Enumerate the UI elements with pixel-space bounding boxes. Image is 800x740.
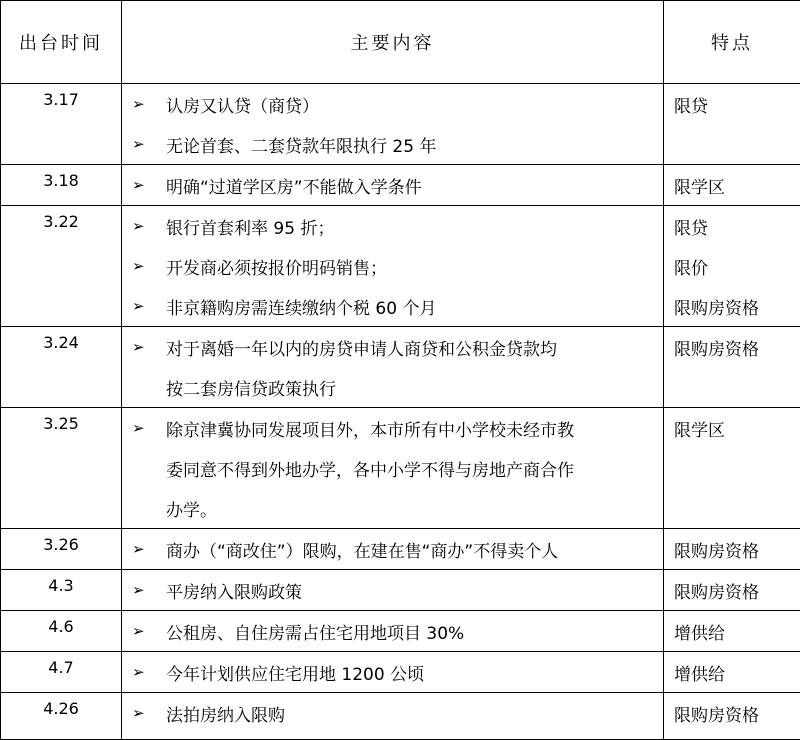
date-cell bbox=[1, 206, 122, 327]
table-row bbox=[1, 693, 800, 740]
content-cell bbox=[122, 327, 664, 408]
date-cell bbox=[1, 693, 122, 740]
content-item bbox=[122, 529, 663, 569]
content-item bbox=[122, 206, 663, 246]
arrow-bullet-icon: ➢ bbox=[122, 540, 166, 558]
date-cell bbox=[1, 408, 122, 529]
content-text: 非京籍购房需连续缴纳个税 60 个月 bbox=[166, 294, 436, 319]
date-text: 3.25 bbox=[1, 408, 121, 433]
header-date: 出台时间 bbox=[1, 1, 122, 84]
feature-text: 限购房资格 bbox=[664, 327, 800, 367]
arrow-bullet-icon: ➢ bbox=[122, 581, 166, 599]
arrow-bullet-icon: ➢ bbox=[122, 297, 166, 315]
content-cell bbox=[122, 652, 664, 693]
table-row bbox=[1, 611, 800, 652]
content-text: 开发商必须按报价明码销售； bbox=[166, 254, 387, 279]
content-text: 商办（“商改住”）限购，在建在售“商办”不得卖个人 bbox=[166, 537, 558, 562]
table-row bbox=[1, 529, 800, 570]
feature-text: 限购房资格 bbox=[664, 286, 800, 326]
content-item bbox=[122, 84, 663, 124]
header-row bbox=[1, 1, 800, 84]
feature-cell bbox=[664, 570, 800, 611]
feature-text: 限购房资格 bbox=[664, 570, 800, 610]
arrow-bullet-icon: ➢ bbox=[122, 135, 166, 153]
date-text: 3.17 bbox=[1, 84, 121, 109]
date-text: 3.22 bbox=[1, 206, 121, 231]
content-cell bbox=[122, 570, 664, 611]
date-cell bbox=[1, 652, 122, 693]
content-item bbox=[122, 693, 663, 733]
arrow-bullet-icon: ➢ bbox=[122, 338, 166, 356]
content-item bbox=[122, 408, 663, 448]
content-text: 法拍房纳入限购 bbox=[166, 701, 285, 726]
content-cell bbox=[122, 693, 664, 740]
content-item bbox=[122, 246, 663, 286]
content-text: 平房纳入限购政策 bbox=[166, 578, 302, 603]
date-cell bbox=[1, 570, 122, 611]
feature-text: 限贷 bbox=[664, 206, 800, 246]
date-cell bbox=[1, 529, 122, 570]
date-cell bbox=[1, 165, 122, 206]
content-text: 除京津冀协同发展项目外，本市所有中小学校未经市教 bbox=[166, 416, 574, 441]
date-text: 4.7 bbox=[1, 652, 121, 677]
feature-cell bbox=[664, 327, 800, 408]
content-cell bbox=[122, 529, 664, 570]
table-body bbox=[1, 84, 800, 740]
feature-text: 限学区 bbox=[664, 165, 800, 205]
feature-text: 限价 bbox=[664, 246, 800, 286]
table-row bbox=[1, 570, 800, 611]
feature-text: 限购房资格 bbox=[664, 529, 800, 569]
content-item bbox=[122, 286, 663, 326]
date-text: 3.18 bbox=[1, 165, 121, 190]
arrow-bullet-icon: ➢ bbox=[122, 95, 166, 113]
header-feature: 特点 bbox=[664, 1, 800, 84]
arrow-bullet-icon: ➢ bbox=[122, 217, 166, 235]
content-item bbox=[122, 327, 663, 367]
date-cell bbox=[1, 327, 122, 408]
arrow-bullet-icon: ➢ bbox=[122, 663, 166, 681]
content-item bbox=[122, 570, 663, 610]
feature-cell bbox=[664, 206, 800, 327]
content-cell bbox=[122, 84, 664, 165]
arrow-bullet-icon: ➢ bbox=[122, 704, 166, 722]
date-text: 3.24 bbox=[1, 327, 121, 352]
content-text: 办学。 bbox=[166, 496, 217, 521]
content-item bbox=[122, 124, 663, 164]
date-text: 4.26 bbox=[1, 693, 121, 718]
content-cell bbox=[122, 611, 664, 652]
table-row bbox=[1, 327, 800, 408]
content-item bbox=[122, 652, 663, 692]
content-item bbox=[122, 488, 663, 528]
arrow-bullet-icon: ➢ bbox=[122, 622, 166, 640]
date-text: 4.3 bbox=[1, 570, 121, 595]
feature-cell bbox=[664, 408, 800, 529]
feature-cell bbox=[664, 652, 800, 693]
content-text: 认房又认贷（商贷） bbox=[166, 92, 319, 117]
content-text: 明确“过道学区房”不能做入学条件 bbox=[166, 173, 422, 198]
content-cell bbox=[122, 165, 664, 206]
table-row bbox=[1, 84, 800, 165]
content-cell bbox=[122, 206, 664, 327]
feature-text: 增供给 bbox=[664, 611, 800, 651]
table-row bbox=[1, 408, 800, 529]
date-cell bbox=[1, 84, 122, 165]
arrow-bullet-icon: ➢ bbox=[122, 176, 166, 194]
content-item bbox=[122, 448, 663, 488]
content-text: 按二套房信贷政策执行 bbox=[166, 375, 336, 400]
content-text: 今年计划供应住宅用地 1200 公顷 bbox=[166, 660, 424, 685]
content-text: 委同意不得到外地办学，各中小学不得与房地产商合作 bbox=[166, 456, 574, 481]
feature-text: 增供给 bbox=[664, 652, 800, 692]
date-text: 3.26 bbox=[1, 529, 121, 554]
content-text: 银行首套利率 95 折； bbox=[166, 214, 334, 239]
arrow-bullet-icon: ➢ bbox=[122, 419, 166, 437]
content-text: 公租房、自住房需占住宅用地项目 30% bbox=[166, 619, 464, 644]
header-content: 主要内容 bbox=[122, 1, 664, 84]
table-row bbox=[1, 165, 800, 206]
content-cell bbox=[122, 408, 664, 529]
date-text: 4.6 bbox=[1, 611, 121, 636]
feature-cell bbox=[664, 165, 800, 206]
content-item bbox=[122, 611, 663, 651]
feature-cell bbox=[664, 84, 800, 165]
content-item bbox=[122, 165, 663, 205]
content-text: 对于离婚一年以内的房贷申请人商贷和公积金贷款均 bbox=[166, 335, 557, 360]
feature-text: 限贷 bbox=[664, 84, 800, 124]
feature-text: 限购房资格 bbox=[664, 693, 800, 733]
table-row bbox=[1, 652, 800, 693]
date-cell bbox=[1, 611, 122, 652]
content-text: 无论首套、二套贷款年限执行 25 年 bbox=[166, 132, 436, 157]
feature-cell bbox=[664, 611, 800, 652]
feature-text: 限学区 bbox=[664, 408, 800, 448]
feature-cell bbox=[664, 693, 800, 740]
content-item bbox=[122, 367, 663, 407]
arrow-bullet-icon: ➢ bbox=[122, 257, 166, 275]
table-row bbox=[1, 206, 800, 327]
feature-cell bbox=[664, 529, 800, 570]
